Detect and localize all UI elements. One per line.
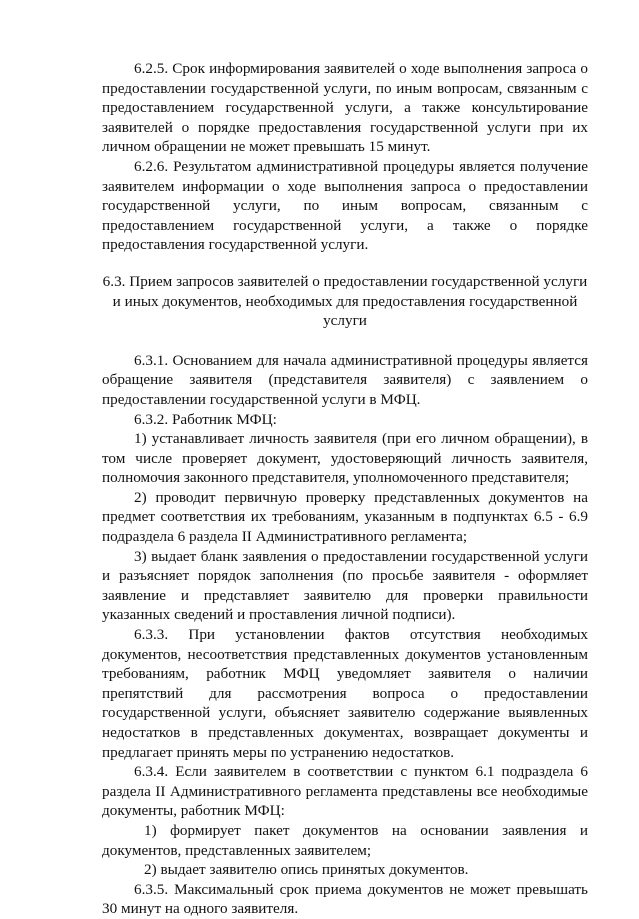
list-item-6-3-2-1: 1) устанавливает личность заявителя (при его личном обращении), в том числе проверяет документ, удостоверяющий личность заявителя, полномочия законного представителя, уполномоченного представителя; [102, 430, 588, 487]
paragraph-6-3-4: 6.3.4. Если заявителем в соответствии с пунктом 6.1 подраздела 6 раздела II Административного регламента представлены все необходимые документы, работник МФЦ: [102, 763, 588, 820]
section-heading-6-3: 6.3. Прием запросов заявителей о предоставлении государственной услуги и иных документов, необходимых для предоставления государственной услуги [102, 272, 588, 330]
list-item-6-3-4-1: 1) формирует пакет документов на основании заявления и документов, представленных заявителем; [102, 821, 588, 859]
paragraph-6-3-3: 6.3.3. При установлении фактов отсутствия необходимых документов, несоответствия представленных документов установленным требованиям, работник МФЦ уведомляет заявителя о наличии препятствий для рассмотрения вопроса о предоставлении государственной услуги, объясняет заявителю содержание выявленных недостатков в представленных документах, возвращает документы и предлагает принять меры по устранению недостатков. [102, 626, 588, 761]
list-item-6-3-4-2: 2) выдает заявителю опись принятых документов. [144, 861, 469, 879]
document-body [102, 59, 588, 919]
list-item-6-3-2-2: 2) проводит первичную проверку представленных документов на предмет соответствия их требованиям, указанным в подпунктах 6.5 - 6.9 подраздела 6 раздела II Административного регламента; [102, 488, 588, 546]
spacer [102, 255, 588, 272]
list-item-6-3-2-3: 3) выдает бланк заявления о предоставлении государственной услуги и разъясняет порядок заполнения (по просьбе заявителя - оформляет заявление и представляет заявителю для проверки правильности указанных сведений и проставления личной подписи). [102, 547, 588, 624]
paragraph-6-3-1: 6.3.1. Основанием для начала административной процедуры является обращение заявителя (представителя заявителя) с заявлением о предоставлении государственной услуги в МФЦ. [102, 351, 588, 408]
spacer [102, 331, 588, 351]
paragraph-6-3-5: 6.3.5. Максимальный срок приема документов не может превышать 30 минут на одного заявителя. [102, 880, 588, 918]
paragraph-6-2-5: 6.2.5. Срок информирования заявителей о ходе выполнения запроса о предоставлении государственной услуги, по иным вопросам, связанным с предоставлением государственной услуги, а также консультирование заявителей о порядке предоставления государственной услуги при их личном обращении не может превышать 15 минут. [102, 60, 588, 156]
paragraph-6-2-6: 6.2.6. Результатом административной процедуры является получение заявителем информации о ходе выполнения запроса о предоставлении государственной услуги, по иным вопросам, связанным с предоставлением государственной услуги, а также о порядке предоставления государственной услуги. [102, 157, 588, 254]
paragraph-6-3-2: 6.3.2. Работник МФЦ: [134, 410, 277, 428]
